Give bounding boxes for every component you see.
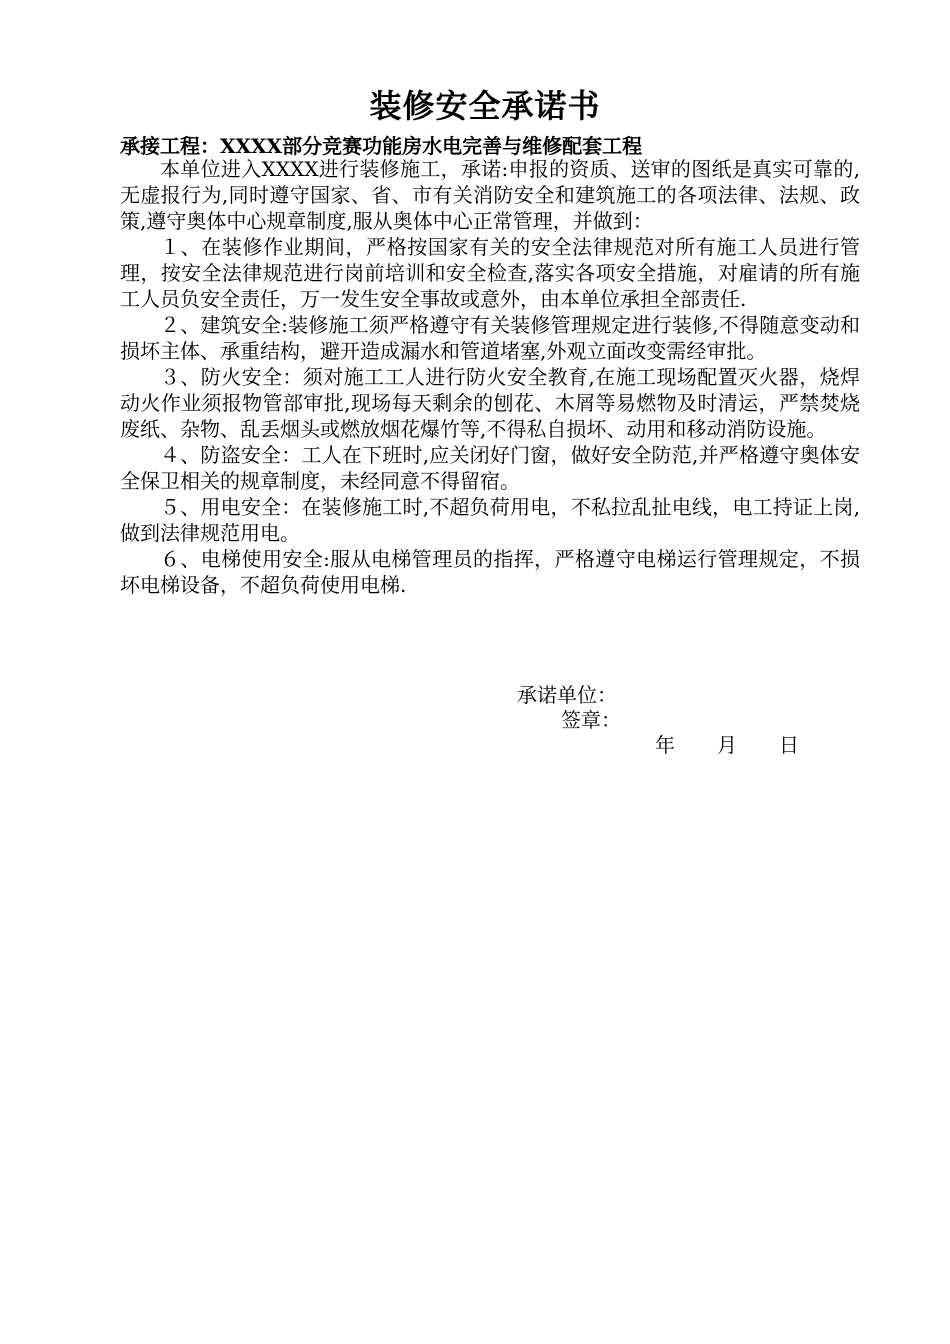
clause-4-paragraph: ４、防盗安全：工人在下班时,应关闭好门窗，做好安全防范,并严格遵守奥体安全保卫相关的规章制度，未经同意不得留宿。	[120, 443, 860, 493]
clause-6-paragraph: ６、电梯使用安全:服从电梯管理员的指挥，严格遵守电梯运行管理规定，不损坏电梯设备，不超负荷使用电梯.	[120, 547, 860, 597]
document-body	[120, 156, 860, 598]
date-year-label: 年	[655, 733, 675, 757]
clause-1-paragraph: １、在装修作业期间，严格按国家有关的安全法律规范对所有施工人员进行管理，按安全法律规范进行岗前培训和安全检查,落实各项安全措施，对雇请的所有施工人员负安全责任，万一发生安全事故或意外，由本单位承担全部责任.	[120, 235, 860, 311]
signature-date	[655, 732, 799, 758]
project-line: 承接工程：XXXX部分竞赛功能房水电完善与维修配套工程	[120, 134, 643, 158]
date-month-label: 月	[717, 733, 737, 757]
intro-paragraph: 本单位进入XXXX进行装修施工，承诺:申报的资质、送审的图纸是真实可靠的,无虚报行为,同时遵守国家、省、市有关消防安全和建筑施工的各项法律、法规、政策,遵守奥体中心规章制度,服从奥体中心正常管理，并做到：	[120, 157, 860, 233]
signature-seal-label: 签章：	[561, 708, 621, 732]
clause-5-paragraph: ５、用电安全：在装修施工时,不超负荷用电，不私拉乱扯电线，电工持证上岗,做到法律规范用电。	[120, 495, 860, 545]
clause-3-paragraph: ３、防火安全：须对施工工人进行防火安全教育,在施工现场配置灭火器，烧焊动火作业须报物管部审批,现场每天剩余的刨花、木屑等易燃物及时清运，严禁焚烧废纸、杂物、乱丢烟头或燃放烟花爆竹等,不得私自损坏、动用和移动消防设施。	[120, 365, 860, 441]
clause-2-paragraph: ２、建筑安全:装修施工须严格遵守有关装修管理规定进行装修,不得随意变动和损坏主体、承重结构，避开造成漏水和管道堵塞,外观立面改变需经审批。	[120, 313, 860, 363]
signature-unit-label: 承诺单位：	[517, 683, 617, 707]
date-day-label: 日	[779, 733, 799, 757]
document-title: 装修安全承诺书	[369, 87, 601, 125]
